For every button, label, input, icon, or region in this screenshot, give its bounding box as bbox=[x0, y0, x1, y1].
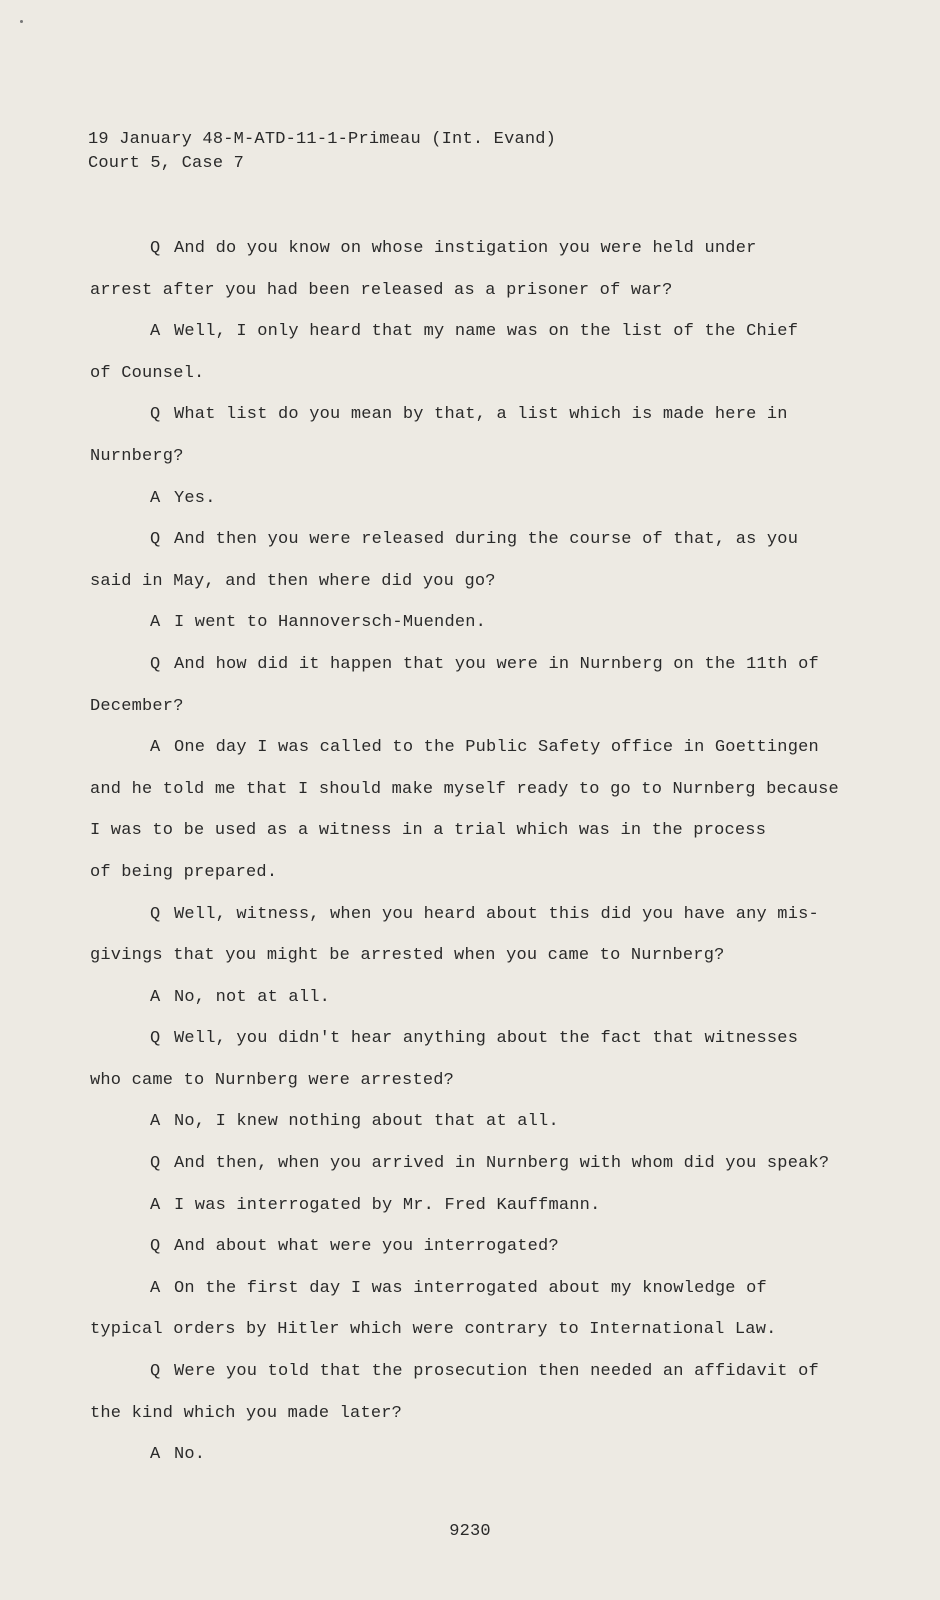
line-text: And do you know on whose instigation you were held under bbox=[174, 239, 757, 258]
line-text: and he told me that I should make myself ready to go to Nurnberg because bbox=[90, 779, 839, 799]
line-text: On the first day I was interrogated about my knowledge of bbox=[174, 1278, 767, 1298]
speaker-label: A bbox=[150, 1112, 161, 1132]
answer-line bbox=[90, 977, 830, 1019]
line-text: I went to Hannoversch-Muenden. bbox=[174, 613, 487, 633]
line-text: Well, you didn't hear anything about the fact that witnesses bbox=[174, 1029, 799, 1049]
continuation-line bbox=[90, 852, 830, 894]
document-header bbox=[88, 128, 556, 176]
line-text: who came to Nurnberg were arrested? bbox=[90, 1070, 455, 1090]
speaker-label: A bbox=[150, 1278, 161, 1298]
answer-line bbox=[90, 1185, 830, 1227]
question-line bbox=[90, 1351, 830, 1393]
speaker-label: Q bbox=[150, 654, 161, 674]
question-line bbox=[90, 519, 830, 561]
speaker-label: A bbox=[150, 613, 161, 633]
page-number: 9230 bbox=[449, 1522, 491, 1541]
line-text: I was interrogated by Mr. Fred Kauffmann. bbox=[174, 1195, 601, 1215]
line-text: What list do you mean by that, a list which is made here in bbox=[174, 405, 788, 425]
speaker-label: A bbox=[150, 1195, 161, 1215]
header-court-line: Court 5, Case 7 bbox=[88, 154, 245, 173]
line-text: the kind which you made later? bbox=[90, 1403, 403, 1423]
answer-line bbox=[90, 1268, 830, 1310]
line-text: Well, witness, when you heard about this did you have any mis- bbox=[174, 904, 819, 924]
line-text: Nurnberg? bbox=[90, 446, 184, 466]
line-text: No. bbox=[174, 1445, 206, 1465]
line-text: arrest after you had been released as a prisoner of war? bbox=[90, 280, 673, 300]
question-line bbox=[90, 644, 830, 686]
line-text: One day I was called to the Public Safety office in Goettingen bbox=[174, 738, 819, 758]
speaker-label: Q bbox=[150, 904, 161, 924]
question-line bbox=[90, 1226, 830, 1268]
line-text: givings that you might be arrested when you came to Nurnberg? bbox=[90, 946, 725, 966]
line-text: And then you were released during the course of that, as you bbox=[174, 530, 799, 550]
continuation-line bbox=[90, 353, 830, 395]
question-line bbox=[90, 1143, 830, 1185]
header-case-line: 19 January 48-M-ATD-11-1-Primeau (Int. Evand) bbox=[88, 130, 557, 149]
continuation-line bbox=[90, 810, 830, 852]
line-text: of being prepared. bbox=[90, 862, 278, 882]
speaker-label: A bbox=[150, 738, 161, 758]
speaker-label: Q bbox=[150, 1362, 161, 1382]
line-text: Well, I only heard that my name was on the list of the Chief bbox=[174, 322, 799, 342]
continuation-line bbox=[90, 436, 830, 478]
line-text: And how did it happen that you were in Nurnberg on the 11th of bbox=[174, 654, 819, 674]
line-text: typical orders by Hitler which were contrary to International Law. bbox=[90, 1320, 777, 1340]
question-line bbox=[90, 394, 830, 436]
line-text: And about what were you interrogated? bbox=[174, 1237, 559, 1257]
speaker-label: Q bbox=[150, 239, 161, 258]
continuation-line bbox=[90, 561, 830, 603]
question-line bbox=[90, 1018, 830, 1060]
answer-line bbox=[90, 478, 830, 520]
answer-line bbox=[90, 311, 830, 353]
question-line bbox=[90, 228, 830, 270]
speaker-label: Q bbox=[150, 530, 161, 550]
answer-line bbox=[90, 602, 830, 644]
continuation-line bbox=[90, 1309, 830, 1351]
answer-line bbox=[90, 727, 830, 769]
line-text: December? bbox=[90, 696, 184, 716]
answer-line bbox=[90, 1434, 830, 1476]
line-text: said in May, and then where did you go? bbox=[90, 571, 496, 591]
continuation-line bbox=[90, 935, 830, 977]
line-text: No, not at all. bbox=[174, 987, 331, 1007]
question-line bbox=[90, 894, 830, 936]
continuation-line bbox=[90, 270, 830, 312]
transcript-body bbox=[90, 228, 839, 1476]
speaker-label: Q bbox=[150, 1029, 161, 1049]
line-text: Yes. bbox=[174, 488, 216, 508]
speaker-label: Q bbox=[150, 405, 161, 425]
speaker-label: A bbox=[150, 488, 161, 508]
line-text: I was to be used as a witness in a trial which was in the process bbox=[90, 821, 767, 841]
line-text: Were you told that the prosecution then needed an affidavit of bbox=[174, 1362, 819, 1382]
page-speck bbox=[20, 20, 23, 23]
continuation-line bbox=[90, 686, 830, 728]
speaker-label: A bbox=[150, 987, 161, 1007]
continuation-line bbox=[90, 769, 839, 811]
line-text: And then, when you arrived in Nurnberg with whom did you speak? bbox=[174, 1154, 830, 1174]
speaker-label: A bbox=[150, 1445, 161, 1465]
continuation-line bbox=[90, 1060, 830, 1102]
line-text: of Counsel. bbox=[90, 363, 205, 383]
speaker-label: A bbox=[150, 322, 161, 342]
continuation-line bbox=[90, 1393, 830, 1435]
speaker-label: Q bbox=[150, 1154, 161, 1174]
line-text: No, I knew nothing about that at all. bbox=[174, 1112, 559, 1132]
answer-line bbox=[90, 1101, 830, 1143]
speaker-label: Q bbox=[150, 1237, 161, 1257]
